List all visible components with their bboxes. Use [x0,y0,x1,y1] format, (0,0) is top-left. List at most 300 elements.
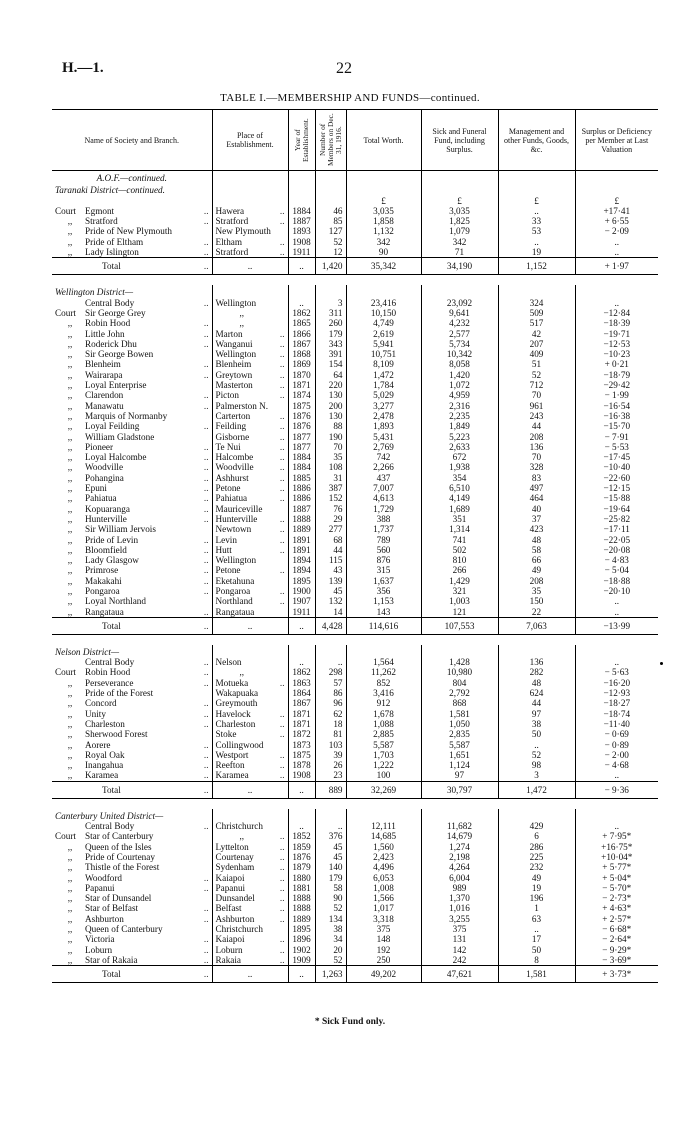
empty-cell [575,285,658,297]
leader-dots: .. [279,205,285,216]
leader-dots: .. [203,400,209,411]
place-text: Carterton [215,410,251,421]
leader-dots: .. [203,872,209,883]
leader-dots: .. [203,606,209,617]
table-body [52,171,658,983]
year-of-establishment: .. [288,298,315,308]
year-of-establishment: 1869 [288,359,315,369]
branch-name-text: Unity [85,708,106,719]
branch-name [52,760,212,770]
management-funds: 328 [498,462,575,472]
branch-name-text: Pride of Eltham [85,236,144,247]
member-count: 88 [315,421,346,431]
management-funds: 208 [498,576,575,586]
leader-dots: .. [203,749,209,760]
branch-name-text: Thistle of the Forest [85,862,160,873]
surplus-deficiency: − 2·09 [575,226,658,236]
leader-dots: .. [203,452,209,463]
member-count: 260 [315,318,346,328]
place-text: Papanui [215,882,246,893]
section-heading: Wellington District— [55,287,134,298]
empty-cell [315,171,346,184]
branch-name [52,226,212,236]
leader-dots: .. [279,524,285,535]
branch-row [52,914,658,924]
surplus-deficiency: −11·40 [575,719,658,729]
branch-name [52,893,212,903]
member-count: 12 [315,247,346,258]
branch-name [52,750,212,760]
court-prefix: ,, [67,328,73,339]
empty-cell [288,809,315,821]
empty-cell [288,645,315,657]
branch-name-text: Star of Canterbury [85,831,154,842]
total-worth: 1,472 [346,370,421,380]
place-text: Ashburton [215,913,255,924]
place-text: Wanganui [215,338,253,349]
branch-row [52,821,658,831]
total-worth: 876 [346,555,421,565]
management-funds: 52 [498,370,575,380]
branch-row [52,504,658,514]
empty-cell [346,183,421,195]
surplus-deficiency: .. [575,596,658,606]
year-of-establishment: 1881 [288,883,315,893]
leader-dots: .. [203,821,209,832]
place-of-establishment [212,729,288,739]
section-heading: Nelson District— [55,646,120,657]
place-of-establishment [212,883,288,893]
place-of-establishment [212,359,288,369]
leader-dots: .. [203,760,209,771]
management-funds: .. [498,924,575,934]
branch-name-text: Robin Hood [85,318,131,329]
branch-row [52,760,658,770]
surplus-deficiency: −10·23 [575,349,658,359]
place-text: ,, [239,307,245,318]
empty-cell [575,183,658,195]
management-funds: 50 [498,729,575,739]
empty-cell [575,171,658,184]
member-count: 152 [315,493,346,503]
total-worth: 742 [346,452,421,462]
place-of-establishment [212,719,288,729]
leader-dots: .. [279,893,285,904]
place-text: Wellington [215,555,257,566]
surplus-deficiency: − 9·29* [575,945,658,955]
year-of-establishment: 1874 [288,390,315,400]
court-prefix: ,, [67,851,73,862]
court-prefix: ,, [67,924,73,934]
year-of-establishment: 1868 [288,349,315,359]
year-of-establishment: 1865 [288,318,315,328]
year-of-establishment: 1895 [288,924,315,934]
leader-dots: .. [203,216,209,227]
place-text: Petone [215,483,241,494]
court-prefix: ,, [67,216,73,227]
management-funds: 19 [498,247,575,258]
surplus-deficiency: − 5·63 [575,667,658,677]
leader-dots: .. [279,534,285,545]
surplus-deficiency: −19·64 [575,504,658,514]
branch-name [52,349,212,359]
management-funds: 232 [498,862,575,872]
branch-name [52,493,212,503]
branch-name [52,729,212,739]
year-of-establishment: 1862 [288,667,315,677]
place-of-establishment [212,370,288,380]
branch-name [52,924,212,934]
management-funds: 961 [498,401,575,411]
sick-funeral-fund: 2,792 [421,688,498,698]
empty-cell [212,171,288,184]
spacer-row [52,634,658,645]
court-prefix: ,, [67,903,73,914]
total-label [52,966,212,983]
place-text: Charleston [215,718,256,729]
sick-funeral-fund: 1,274 [421,842,498,852]
branch-name [52,831,212,841]
court-prefix: ,, [67,688,73,699]
management-funds: 517 [498,318,575,328]
leader-dots: .. [279,421,285,432]
sick-funeral-fund: 10,980 [421,667,498,677]
year-of-establishment: 1887 [288,216,315,226]
branch-name [52,380,212,390]
member-count: 26 [315,760,346,770]
member-count: 277 [315,524,346,534]
branch-row [52,370,658,380]
leader-dots: .. [279,431,285,442]
place-text: Kaiapoi [215,872,245,883]
branch-name [52,318,212,328]
branch-name-text: Inangahua [85,760,124,771]
branch-name-text: Central Body [85,297,135,308]
surplus-deficiency: + 5·77* [575,862,658,872]
total-worth: 342 [346,237,421,247]
branch-name-text: Marquis of Normanby [85,410,168,421]
empty-cell [575,645,658,657]
leader-dots: .. [203,903,209,914]
district-total-row [52,966,658,983]
court-prefix: Court [55,667,76,678]
member-count: 35 [315,452,346,462]
total-surplus: − 9·36 [575,781,658,798]
branch-name-text: Wairarapa [85,369,123,380]
place-of-establishment [212,709,288,719]
sick-funeral-fund: 1,072 [421,380,498,390]
surplus-deficiency: − 2·00 [575,750,658,760]
court-prefix: ,, [67,677,73,688]
place-text: Eketahuna [215,575,255,586]
management-funds: 3 [498,770,575,781]
court-prefix: ,, [67,247,73,258]
empty-cell [346,285,421,297]
management-funds: 33 [498,216,575,226]
surplus-deficiency: −22·60 [575,473,658,483]
surplus-deficiency: .. [575,298,658,308]
branch-name-text: Loyal Feilding [85,421,140,432]
empty-cell [498,285,575,297]
place-text: Newtown [215,524,252,535]
sick-funeral-fund: 502 [421,545,498,555]
management-funds: 42 [498,329,575,339]
place-text: ,, [239,831,245,842]
branch-name-text: Little John [85,328,125,339]
branch-row [52,298,658,308]
branch-name [52,359,212,369]
surplus-deficiency: −18·39 [575,318,658,328]
total-worth: 2,885 [346,729,421,739]
year-of-establishment: 1876 [288,421,315,431]
place-text: Eltham [215,236,243,247]
leader-dots: .. [279,770,285,781]
total-worth: 7,007 [346,483,421,493]
col-management-header: Management and other Funds, Goods, &c. [498,110,575,171]
branch-name [52,862,212,872]
total-management: 1,581 [498,966,575,983]
leader-dots: .. [203,236,209,247]
branch-name-text: Pride of Levin [85,534,139,545]
leader-dots: .. [279,544,285,555]
year-of-establishment: 1873 [288,740,315,750]
member-count: 52 [315,237,346,247]
member-count: 96 [315,698,346,708]
court-prefix: ,, [67,841,73,852]
management-funds: 17 [498,934,575,944]
total-worth: 14,685 [346,831,421,841]
year-of-establishment: 1871 [288,380,315,390]
total-worth: 912 [346,698,421,708]
place-of-establishment [212,298,288,308]
leader-dots: .. [203,205,209,216]
branch-name [52,903,212,913]
total-worth: 2,478 [346,411,421,421]
management-funds: 225 [498,852,575,862]
court-prefix: ,, [67,400,73,411]
management-funds: 196 [498,893,575,903]
branch-name-text: Pahiatua [85,493,117,504]
place-text: Sydenham [215,862,255,873]
place-of-establishment [212,821,288,831]
place-of-establishment [212,535,288,545]
sick-funeral-fund: 351 [421,514,498,524]
sick-funeral-fund: 1,079 [421,226,498,236]
court-prefix: ,, [67,770,73,781]
sick-funeral-fund: 4,264 [421,862,498,872]
place-text: Westport [215,749,249,760]
surplus-deficiency: −19·71 [575,329,658,339]
year-of-establishment: 1870 [288,370,315,380]
court-prefix: ,, [67,585,73,596]
branch-row [52,473,658,483]
branch-name [52,719,212,729]
management-funds: 243 [498,411,575,421]
leader-dots: .. [203,483,209,494]
leader-dots: .. [279,913,285,924]
member-count: 52 [315,955,346,966]
branch-name-text: Pohangina [85,472,124,483]
year-of-establishment: 1877 [288,432,315,442]
total-worth: 114,616 [346,617,421,634]
branch-row [52,831,658,841]
court-prefix: ,, [67,565,73,576]
branch-name-text: Rangataua [85,606,124,617]
year-of-establishment: 1889 [288,914,315,924]
court-prefix: ,, [67,503,73,514]
leader-dots: .. [279,216,285,227]
court-prefix: ,, [67,596,73,607]
surplus-deficiency: −16·20 [575,678,658,688]
sick-funeral-fund: 2,235 [421,411,498,421]
member-count: 38 [315,924,346,934]
branch-row [52,442,658,452]
year-of-establishment: 1893 [288,226,315,236]
place-text: Hunterville [215,513,258,524]
place-text: Collingwood [215,739,264,750]
leader-dots: .. [203,503,209,514]
management-funds: 324 [498,298,575,308]
total-place: .. [212,781,288,798]
leader-dots: .. [279,483,285,494]
surplus-deficiency: + 6·55 [575,216,658,226]
year-of-establishment: 1911 [288,607,315,618]
court-prefix: ,, [67,236,73,247]
member-count: 376 [315,831,346,841]
sick-funeral-fund: 4,232 [421,318,498,328]
total-worth: 1,153 [346,596,421,606]
court-prefix: ,, [67,934,73,945]
management-funds: 136 [498,657,575,667]
court-prefix: ,, [67,534,73,545]
branch-name [52,852,212,862]
sick-funeral-fund: 1,938 [421,462,498,472]
place-text: Dunsandel [215,893,255,904]
member-count: 20 [315,945,346,955]
place-text: Courtenay [215,851,254,862]
leader-dots: .. [279,851,285,862]
branch-name-text: Ashburton [85,913,124,924]
sick-funeral-fund: 1,689 [421,504,498,514]
court-prefix: Court [55,831,76,842]
place-text: Mauriceville [215,503,263,514]
member-count: 103 [315,740,346,750]
branch-row [52,688,658,698]
year-of-establishment: 1886 [288,493,315,503]
branch-row [52,462,658,472]
place-text: Pongaroa [215,585,251,596]
court-prefix: ,, [67,760,73,771]
year-of-establishment: 1875 [288,401,315,411]
place-text: Christchurch [215,924,263,934]
place-text: Nelson [215,657,242,668]
branch-name [52,390,212,400]
branch-name-text: Woodford [85,872,123,883]
section-heading-row [52,183,658,195]
leader-dots: .. [279,410,285,421]
place-of-establishment [212,576,288,586]
management-funds: 497 [498,483,575,493]
total-worth: 4,749 [346,318,421,328]
place-of-establishment [212,349,288,359]
branch-row [52,678,658,688]
total-worth: 2,769 [346,442,421,452]
section-heading-row [52,809,658,821]
year-of-establishment: 1907 [288,596,315,606]
leader-dots: .. [203,677,209,688]
stray-mark [660,662,663,665]
court-prefix: ,, [67,749,73,760]
total-worth: 1,729 [346,504,421,514]
management-funds: 624 [498,688,575,698]
member-count: 23 [315,770,346,781]
member-count: 70 [315,442,346,452]
court-prefix: ,, [67,524,73,535]
section-heading-row [52,645,658,657]
leader-dots: .. [279,903,285,914]
sick-funeral-fund: 9,641 [421,308,498,318]
surplus-deficiency: −17·45 [575,452,658,462]
member-count: 391 [315,349,346,359]
year-of-establishment: 1862 [288,308,315,318]
total-worth: 100 [346,770,421,781]
place-of-establishment [212,740,288,750]
sick-funeral-fund: 2,577 [421,329,498,339]
total-worth: 560 [346,545,421,555]
surplus-deficiency: −18·79 [575,370,658,380]
sick-funeral-fund: 5,587 [421,740,498,750]
management-funds: 52 [498,750,575,760]
total-worth: 23,416 [346,298,421,308]
surplus-deficiency: + 7·95* [575,831,658,841]
leader-dots: .. [203,297,209,308]
management-funds: 150 [498,596,575,606]
surplus-deficiency: − 1·99 [575,390,658,400]
court-prefix: ,, [67,472,73,483]
leader-dots: .. [203,718,209,729]
court-prefix: ,, [67,452,73,463]
leader-dots: .. [279,328,285,339]
surplus-deficiency: .. [575,821,658,831]
place-text: Gisborne [215,431,250,442]
branch-name-text: Loyal Enterprise [85,380,147,391]
branch-row [52,740,658,750]
sick-funeral-fund: 3,255 [421,914,498,924]
leader-dots: .. [203,318,209,329]
leader-dots: .. [279,247,285,258]
sick-funeral-fund: 804 [421,678,498,688]
total-surplus: + 1·97 [575,258,658,275]
member-count: 387 [315,483,346,493]
leader-dots: .. [279,872,285,883]
leader-dots: .. [203,565,209,576]
member-count: 132 [315,596,346,606]
branch-name [52,688,212,698]
year-of-establishment: 1909 [288,955,315,966]
sick-funeral-fund: 342 [421,237,498,247]
branch-row [52,411,658,421]
total-worth: 6,053 [346,873,421,883]
year-of-establishment: 1876 [288,852,315,862]
place-text: Havelock [215,708,251,719]
empty-cell [315,809,346,821]
court-prefix: ,, [67,575,73,586]
member-count: 190 [315,432,346,442]
spacer-row [52,275,658,286]
sick-funeral-fund: 1,849 [421,421,498,431]
leader-dots: .. [203,585,209,596]
surplus-deficiency: − 5·53 [575,442,658,452]
